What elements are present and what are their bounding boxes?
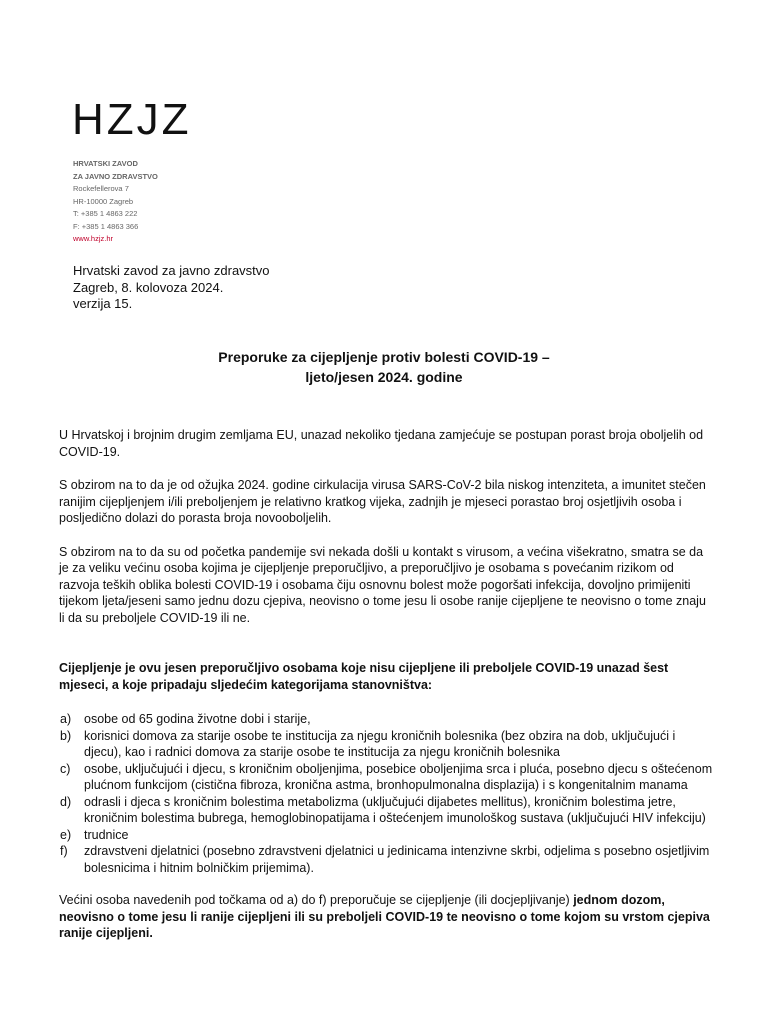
list-marker: f)	[60, 844, 68, 858]
title-line2: ljeto/jesen 2024. godine	[305, 369, 463, 385]
category-list	[59, 711, 713, 876]
list-item-text: osobe, uključujući i djecu, s kroničnim oboljenjima, posebice oboljenjima srca i pluća, posebno djecu s oštećenom plućnom funkcijom (cistična fibroza, kronična astma, bronhopulmonalna displazija) i s kongenitalnim manama	[84, 761, 713, 792]
list-marker: c)	[60, 761, 71, 776]
org-city: HR-10000 Zagreb	[73, 196, 134, 206]
hzjz-logo: HZJZ	[72, 95, 192, 144]
list-item-text: trudnice	[84, 827, 129, 842]
final-normal-text: Većini osoba navedenih pod točkama od a) do f) preporučuje se cijepljenje (ili docjepljivanje)	[59, 893, 574, 907]
paragraph-1: U Hrvatskoj i brojnim drugim zemljama EU, unazad nekoliko tjedana zamjećuje se postupan porast broja oboljelih od COVID-19.	[59, 428, 704, 459]
document-meta	[73, 263, 270, 313]
list-item	[59, 711, 713, 728]
list-item-text: zdravstveni djelatnici (posebno zdravstveni djelatnici u jedinicama intenzivne skrbi, odjelima s posebno osjetljivim bolesnicima i hitnim bolničkim prijemima).	[84, 844, 710, 875]
list-item-text: osobe od 65 godina životne dobi i starije,	[84, 712, 311, 726]
list-marker: a)	[60, 712, 72, 726]
recommendation-lead: Cijepljenje je ovu jesen preporučljivo osobama koje nisu cijepljene ili preboljele COVID-19 unazad šest mjeseci, a koje pripadaju sljedećim kategorijama stanovništva:	[59, 661, 669, 692]
list-item-text: odrasli i djeca s kroničnim bolestima metabolizma (uključujući dijabetes mellitus), kroničnim bolestima jetre, kroničnim bolestima bubrega, hemoglobinopatijama i oštećenjem imunološkog sustava (uključujući HIV infekciju)	[84, 794, 706, 825]
version: verzija 15.	[73, 296, 133, 311]
final-recommendation	[59, 892, 713, 942]
org-phone: T: +385 1 4863 222	[73, 209, 138, 218]
list-item	[59, 728, 713, 761]
document-title	[0, 347, 768, 387]
list-marker: d)	[60, 794, 72, 809]
list-marker: b)	[60, 728, 72, 743]
org-website-link[interactable]: www.hzjz.hr	[73, 234, 114, 243]
org-fax: F: +385 1 4863 366	[73, 221, 139, 231]
list-item	[59, 843, 713, 876]
list-item	[59, 827, 713, 844]
title-line1: Preporuke za cijepljenje protiv bolesti COVID-19 –	[218, 349, 550, 365]
institution-name: Hrvatski zavod za javno zdravstvo	[73, 263, 270, 278]
list-item	[59, 761, 713, 794]
final-bold-text: jednom dozom, neovisno o tome jesu li ranije cijepljeni ili su preboljeli COVID-19 te neovisno o tome kojom su vrstom cjepiva ranije cijepljeni.	[59, 893, 710, 940]
org-name-line1: HRVATSKI ZAVOD	[73, 159, 138, 168]
list-item-text: korisnici domova za starije osobe te institucija za njegu kroničnih bolesnika (bez obzira na dob, uključujući i djecu), kao i radnici domova za starije osobe te institucija za njegu kroničnih bolesnika	[84, 728, 676, 759]
list-marker: e)	[60, 827, 72, 842]
letterhead-address	[73, 158, 273, 246]
org-name-line2: ZA JAVNO ZDRAVSTVO	[73, 171, 158, 181]
org-street: Rockefellerova 7	[73, 184, 129, 193]
list-item	[59, 794, 713, 827]
document-body	[59, 427, 713, 959]
paragraph-2: S obzirom na to da je od ožujka 2024. godine cirkulacija virusa SARS-CoV-2 bila niskog intenziteta, a imunitet stečen ranijim cijepljenjem i/ili preboljenjem je relativno kratkog vijeka, zadnjih je mjeseci porastao broj osjetljivih osoba i posljedično dolazi do porasta broja novooboljelih.	[59, 478, 706, 525]
paragraph-3: S obzirom na to da su od početka pandemije svi nekada došli u kontakt s virusom, a većina višekratno, smatra se da je za veliku većinu osoba kojima je cijepljenje preporučljivo, a preporučljivo je osobama s povećanim rizikom od razvoja teških oblika bolesti COVID-19 i osobama čiju osnovnu bolest može pogoršati infekcija, dovoljno primijeniti tijekom ljeta/jeseni samo jednu dozu cjepiva, neovisno o tome jesu li osobe ranije cijepljene te neovisno o tome znaju li da su preboljele COVID-19 ili ne.	[59, 544, 706, 625]
place-date: Zagreb, 8. kolovoza 2024.	[73, 279, 224, 295]
